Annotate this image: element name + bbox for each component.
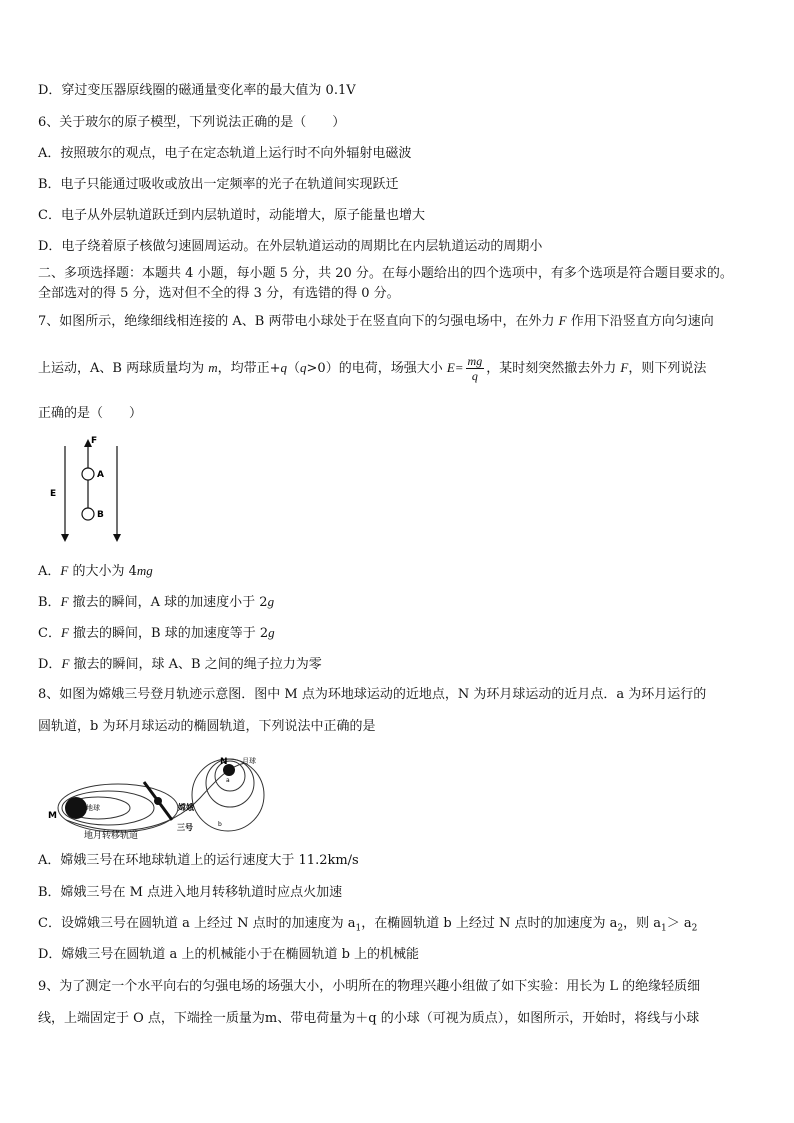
label-moon: 月球 (242, 757, 256, 765)
q6-option-c: C．电子从外层轨道跃迁到内层轨道时，动能增大，原子能量也增大 (38, 208, 425, 223)
text: 撤去的瞬间，B 球的加速度等于 2 (68, 626, 269, 641)
text: ，在椭圆轨道 b 上经过 N 点时的加速度为 a (361, 916, 618, 931)
var: F (60, 594, 69, 609)
text: ，某时刻突然撤去外力 (486, 361, 621, 376)
text: >0）的电荷，场强大小 (306, 361, 447, 376)
label-probe-2: 三号 (177, 823, 193, 832)
text: C． (38, 626, 61, 641)
var: q (280, 360, 288, 375)
q6-option-b: B．电子只能通过吸收或放出一定频率的光子在轨道间实现跃迁 (38, 177, 399, 192)
q8-figure (40, 748, 280, 844)
field-arrow-left (61, 534, 69, 542)
var: E= (446, 360, 464, 375)
text: ，则下列说法 (628, 361, 707, 376)
text: 作用下沿竖直方向匀速向 (566, 314, 714, 329)
text: D． (38, 657, 62, 672)
q6-option-a: A．按照玻尔的观点，电子在定态轨道上运行时不向外辐射电磁波 (38, 146, 412, 161)
q7-stem-line2 (38, 352, 706, 385)
earth (65, 797, 87, 819)
q7-stem-line1 (38, 312, 714, 331)
q7-option-c (38, 624, 275, 643)
q8-option-b: B．嫦娥三号在 M 点进入地月转移轨道时应点火加速 (38, 885, 343, 900)
text: C．设嫦娥三号在圆轨道 a 上经过 N 点时的加速度为 a (38, 916, 356, 931)
var: m (208, 360, 218, 375)
q6-stem: 6、关于玻尔的原子模型，下列说法正确的是（ ） (38, 115, 346, 130)
var: F (60, 563, 69, 578)
text: 7、如图所示，绝缘细线相连接的 A、B 两带电小球处于在竖直向下的匀强电场中，在外力 (38, 314, 559, 329)
label-a: A (97, 470, 104, 480)
q7-stem-line3: 正确的是（ ） (38, 406, 143, 421)
label-m: M (48, 811, 57, 821)
var: F (558, 313, 567, 328)
q8-stem-line2: 圆轨道，b 为环月球运动的椭圆轨道，下列说法中正确的是 (38, 719, 376, 734)
q7-option-d (38, 655, 322, 674)
label-f: F (91, 436, 98, 446)
field-arrow-right (113, 534, 121, 542)
text: 撤去的瞬间，A 球的加速度小于 2 (68, 595, 268, 610)
text: 上运动，A、B 两球质量均为 (38, 361, 209, 376)
label-probe-1: 嫦娥 (178, 803, 194, 812)
var: g (268, 625, 275, 640)
label-transfer-orbit: 地月转移轨道 (84, 831, 139, 841)
q9-stem-line1: 9、为了测定一个水平向右的匀强电场的场强大小，小明所在的物理兴趣小组做了如下实验：用长为 L 的绝缘轻质细 (38, 979, 701, 994)
text: （ (287, 361, 301, 376)
subscript: 1 (660, 923, 667, 934)
fraction-numerator: mg (467, 354, 483, 368)
q6-option-d: D．电子绕着原子核做匀速圆周运动。在外层轨道运动的周期比在内层轨道运动的周期小 (38, 239, 543, 254)
q5-option-d: D．穿过变压器原线圈的磁通量变化率的最大值为 0.1V (38, 83, 356, 98)
probe (154, 797, 162, 805)
text: ，均带正+ (217, 361, 281, 376)
section-2-scoring: 全部选对的得 5 分，选对但不全的得 3 分，有选错的得 0 分。 (38, 286, 400, 301)
var: F (61, 656, 70, 671)
label-b: B (97, 510, 104, 520)
ball-a (82, 468, 94, 480)
q7-figure (44, 432, 144, 548)
subscript: 1 (355, 923, 362, 934)
var: F (620, 360, 629, 375)
ball-b (82, 508, 94, 520)
fraction-mg-over-q (466, 354, 485, 383)
fraction-denominator: q (471, 369, 478, 383)
var: q (300, 360, 307, 375)
q9-stem-line2: 线，上端固定于 O 点，下端拴一质量为m、带电荷量为＋q 的小球（可视为质点），如图所示，开始时，将线与小球 (38, 1011, 700, 1026)
label-orbit-b: b (218, 821, 222, 828)
label-earth: 地球 (86, 804, 100, 812)
q8-option-a: A．嫦娥三号在环地球轨道上的运行速度大于 11.2km/s (38, 853, 359, 868)
label-n: N (220, 757, 228, 767)
var: F (60, 625, 69, 640)
text: ＞ a (666, 916, 692, 931)
q8-option-d: D．嫦娥三号在圆轨道 a 上的机械能小于在椭圆轨道 b 上的机械能 (38, 947, 420, 962)
text: 撤去的瞬间，球 A、B 之间的绳子拉力为零 (69, 657, 322, 672)
text: ，则 a (623, 916, 661, 931)
label-e: E (50, 489, 57, 499)
text: 的大小为 4 (68, 564, 137, 579)
section-2-header: 二、多项选择题：本题共 4 小题，每小题 5 分，共 20 分。在每小题给出的四个选项中，有多个选项是符合题目要求的。 (38, 266, 733, 281)
subscript: 2 (617, 923, 624, 934)
text: B． (38, 595, 61, 610)
q8-stem-line1: 8、如图为嫦娥三号登月轨迹示意图．图中 M 点为环地球运动的近地点，N 为环月球运动的近月点．a 为环月运行的 (38, 687, 707, 702)
var: mg (136, 563, 153, 578)
subscript: 2 (691, 923, 698, 934)
q7-option-b (38, 593, 274, 612)
q8-option-c (38, 915, 697, 938)
var: g (267, 594, 275, 609)
q7-option-a (38, 562, 153, 581)
text: A． (38, 564, 61, 579)
label-orbit-a: a (226, 777, 230, 784)
